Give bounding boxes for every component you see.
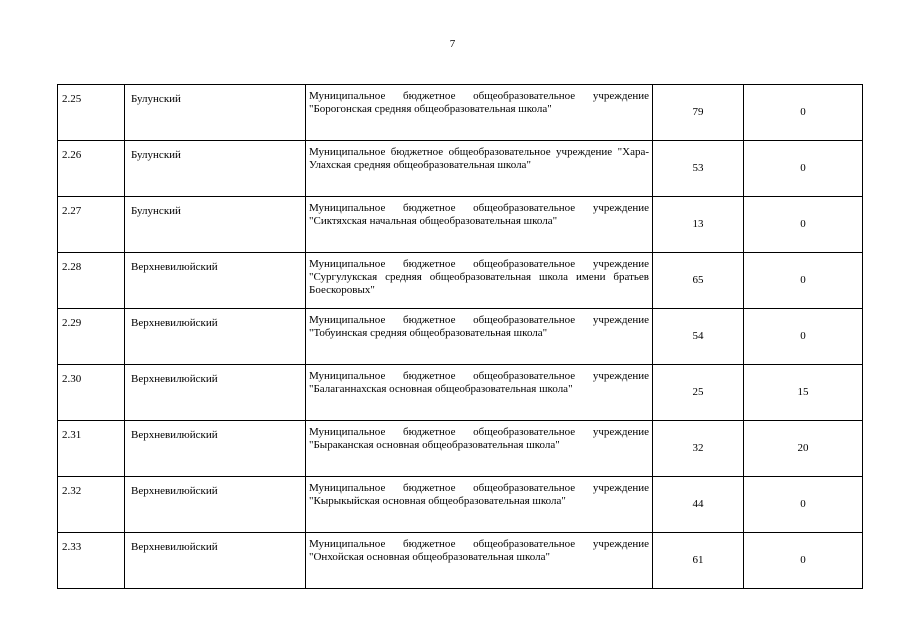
value-2-cell: 20 — [744, 421, 863, 477]
row-number-cell: 2.33 — [58, 533, 125, 589]
table-row — [58, 477, 863, 533]
institution-name-cell: Муниципальное бюджетное общеобразовательное учреждение "Тобуинская средняя общеобразовательная школа" — [306, 309, 653, 365]
value-2-cell: 15 — [744, 365, 863, 421]
value-2-cell: 0 — [744, 533, 863, 589]
district-cell: Булунский — [125, 197, 306, 253]
row-number-cell: 2.25 — [58, 85, 125, 141]
value-1-cell: 79 — [653, 85, 744, 141]
district-cell: Верхневилюйский — [125, 533, 306, 589]
table-row — [58, 309, 863, 365]
value-1-cell: 13 — [653, 197, 744, 253]
institution-name-cell: Муниципальное бюджетное общеобразовательное учреждение "Кырыкыйская основная общеобразовательная школа" — [306, 477, 653, 533]
value-1-cell: 25 — [653, 365, 744, 421]
value-1-cell: 61 — [653, 533, 744, 589]
row-number-cell: 2.32 — [58, 477, 125, 533]
table-row — [58, 253, 863, 309]
institution-name-cell: Муниципальное бюджетное общеобразовательное учреждение "Балаганнахская основная общеобразовательная школа" — [306, 365, 653, 421]
value-2-cell: 0 — [744, 309, 863, 365]
value-2-cell: 0 — [744, 141, 863, 197]
table-row — [58, 421, 863, 477]
institution-name-cell: Муниципальное бюджетное общеобразовательное учреждение "Сургулукская средняя общеобразовательная школа имени братьев Боескоровых" — [306, 253, 653, 309]
value-1-cell: 53 — [653, 141, 744, 197]
row-number-cell: 2.31 — [58, 421, 125, 477]
table-row — [58, 197, 863, 253]
institution-name-cell: Муниципальное бюджетное общеобразовательное учреждение "Сиктяхская начальная общеобразовательная школа" — [306, 197, 653, 253]
value-1-cell: 44 — [653, 477, 744, 533]
page-number: 7 — [449, 38, 456, 50]
district-cell: Булунский — [125, 85, 306, 141]
value-1-cell: 65 — [653, 253, 744, 309]
institution-name-cell: Муниципальное бюджетное общеобразовательное учреждение "Борогонская средняя общеобразовательная школа" — [306, 85, 653, 141]
row-number-cell: 2.26 — [58, 141, 125, 197]
institution-name-cell: Муниципальное бюджетное общеобразовательное учреждение "Онхойская основная общеобразовательная школа" — [306, 533, 653, 589]
value-2-cell: 0 — [744, 477, 863, 533]
row-number-cell: 2.27 — [58, 197, 125, 253]
value-2-cell: 0 — [744, 253, 863, 309]
table-body — [58, 85, 863, 589]
value-2-cell: 0 — [744, 197, 863, 253]
district-cell: Верхневилюйский — [125, 421, 306, 477]
district-cell: Булунский — [125, 141, 306, 197]
table-row — [58, 85, 863, 141]
table-row — [58, 141, 863, 197]
district-cell: Верхневилюйский — [125, 309, 306, 365]
institution-name-cell: Муниципальное бюджетное общеобразовательное учреждение "Хара-Улахская средняя общеобразовательная школа" — [306, 141, 653, 197]
district-cell: Верхневилюйский — [125, 365, 306, 421]
district-cell: Верхневилюйский — [125, 477, 306, 533]
district-cell: Верхневилюйский — [125, 253, 306, 309]
value-1-cell: 32 — [653, 421, 744, 477]
row-number-cell: 2.29 — [58, 309, 125, 365]
row-number-cell: 2.30 — [58, 365, 125, 421]
row-number-cell: 2.28 — [58, 253, 125, 309]
schools-table — [57, 84, 863, 589]
table-row — [58, 365, 863, 421]
value-1-cell: 54 — [653, 309, 744, 365]
institution-name-cell: Муниципальное бюджетное общеобразовательное учреждение "Быраканская основная общеобразовательная школа" — [306, 421, 653, 477]
value-2-cell: 0 — [744, 85, 863, 141]
table-row — [58, 533, 863, 589]
